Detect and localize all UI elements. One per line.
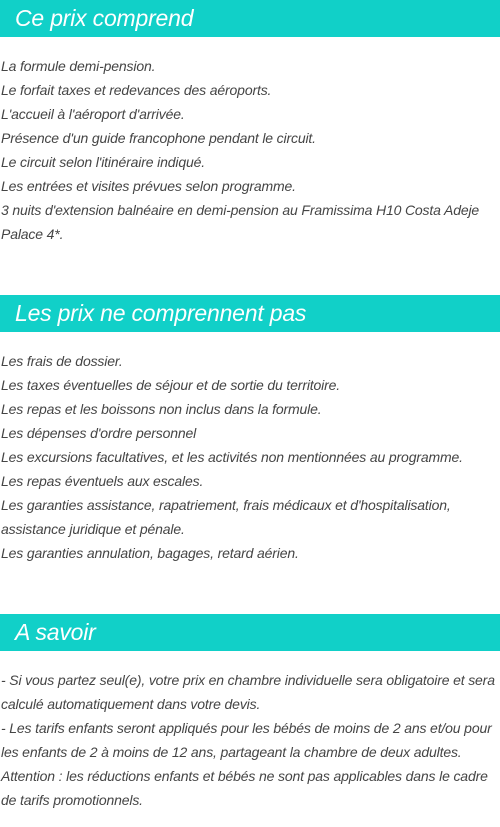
section-price-includes — [0, 0, 500, 246]
section-price-excludes — [0, 295, 500, 565]
section-body — [0, 54, 500, 246]
section-title: Ce prix comprend — [15, 5, 194, 31]
section-title: Les prix ne comprennent pas — [15, 300, 307, 326]
section-good-to-know — [0, 614, 500, 812]
list-item: Les dépenses d'ordre personnel — [1, 425, 197, 441]
list-item: La formule demi-pension. — [1, 58, 156, 74]
section-body — [0, 349, 500, 565]
section-body — [0, 668, 500, 812]
section-header — [0, 614, 500, 651]
list-item: Les entrées et visites prévues selon programme. — [1, 178, 296, 194]
list-item: Les excursions facultatives, et les activités non mentionnées au programme. — [1, 449, 463, 465]
list-item: Les garanties annulation, bagages, retard aérien. — [1, 545, 299, 561]
list-item: Le forfait taxes et redevances des aéroports. — [1, 82, 272, 98]
section-header — [0, 0, 500, 37]
list-item: Les taxes éventuelles de séjour et de sortie du territoire. — [1, 377, 341, 393]
list-item: - Les tarifs enfants seront appliqués pour les bébés de moins de 2 ans et/ou pour les enfants de 2 à moins de 12 ans, partageant la chambre de deux adultes. — [1, 720, 492, 760]
list-item: Les garanties assistance, rapatriement, frais médicaux et d'hospitalisation, assistance juridique et pénale. — [1, 497, 451, 537]
section-header — [0, 295, 500, 332]
list-item: Attention : les réductions enfants et bébés ne sont pas applicables dans le cadre de tarifs promotionnels. — [1, 768, 488, 808]
section-title: A savoir — [15, 619, 96, 645]
list-item: Les repas éventuels aux escales. — [1, 473, 204, 489]
list-item: L'accueil à l'aéroport d'arrivée. — [1, 106, 185, 122]
list-item: Les frais de dossier. — [1, 353, 123, 369]
list-item: Présence d'un guide francophone pendant le circuit. — [1, 130, 316, 146]
list-item: Le circuit selon l'itinéraire indiqué. — [1, 154, 205, 170]
list-item: - Si vous partez seul(e), votre prix en chambre individuelle sera obligatoire et sera calculé automatiquement dans votre devis. — [1, 672, 495, 712]
list-item: Les repas et les boissons non inclus dans la formule. — [1, 401, 322, 417]
list-item: 3 nuits d'extension balnéaire en demi-pension au Framissima H10 Costa Adeje Palace 4*. — [1, 202, 480, 242]
